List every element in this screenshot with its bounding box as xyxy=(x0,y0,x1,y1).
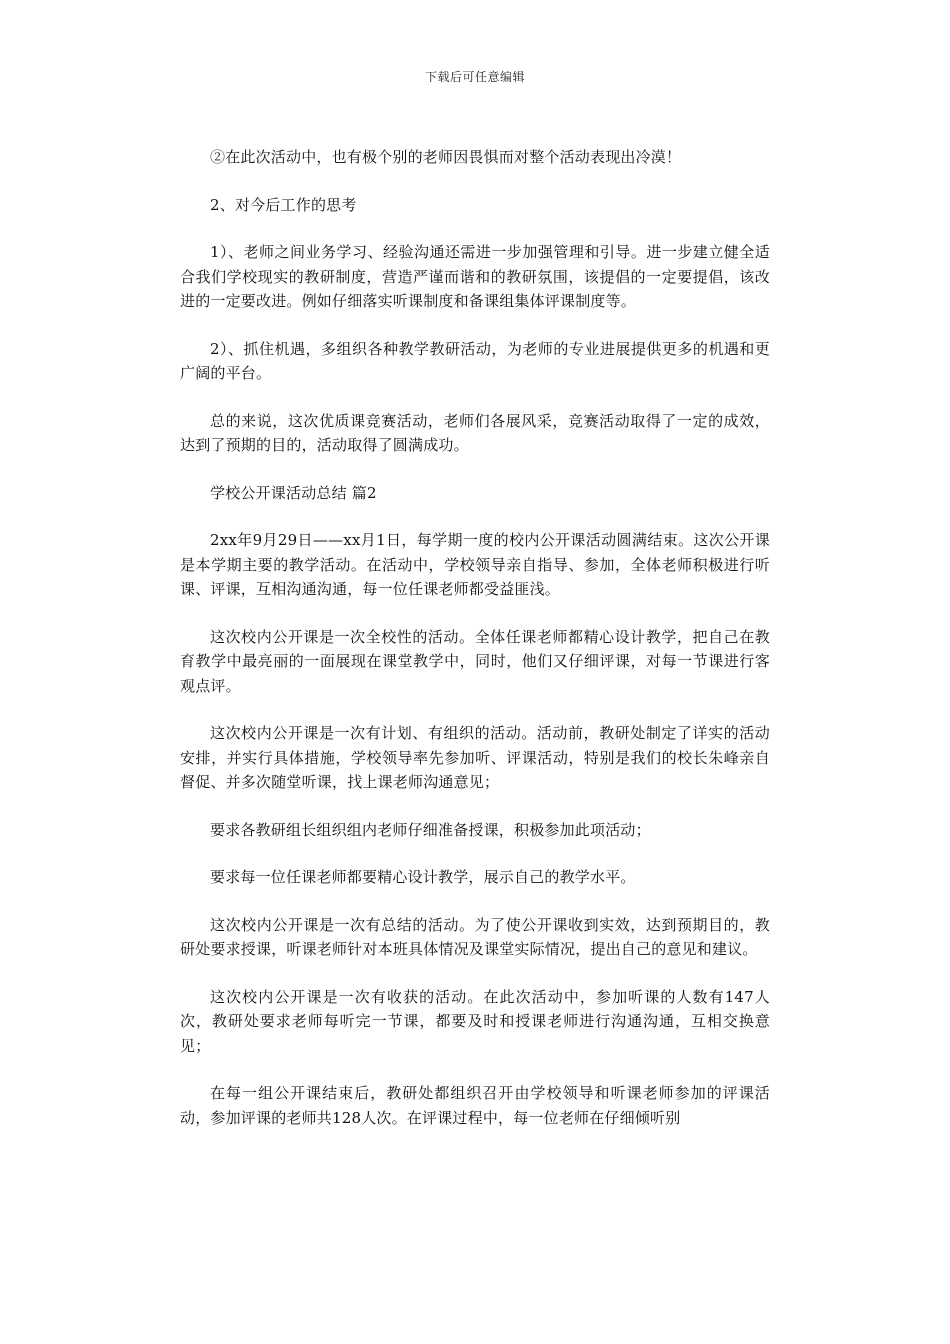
section-heading-part2: 学校公开课活动总结 篇2 xyxy=(210,483,377,502)
paragraph-10: 要求各教研组长组织组内老师仔细准备授课，积极参加此项活动； xyxy=(210,820,651,839)
page-header-watermark: 下载后可任意编辑 xyxy=(424,70,525,84)
paragraph-12: 这次校内公开课是一次有总结的活动。为了使公开课收到实效，达到预期目的，教研处要求授课，听课老师针对本班具体情况及课堂实际情况，提出自己的意见和建议。 xyxy=(180,915,770,958)
paragraph-7: 2xx年9月29日——xx月1日，每学期一度的校内公开课活动圆满结束。这次公开课是本学期主要的教学活动。在活动中，学校领导亲自指导、参加，全体老师积极进行听课、评课，互相沟通沟通，每一位任课老师都受益匪浅。 xyxy=(180,531,770,598)
paragraph-9: 这次校内公开课是一次有计划、有组织的活动。活动前，教研处制定了详实的活动安排，并实行具体措施，学校领导率先参加听、评课活动，特别是我们的校长朱峰亲自督促、并多次随堂听课，找上课老师沟通意见； xyxy=(180,724,770,791)
section-heading-reflection: 2、对今后工作的思考 xyxy=(210,195,357,214)
paragraph-11: 要求每一位任课老师都要精心设计教学，展示自己的教学水平。 xyxy=(210,868,636,886)
paragraph-8: 这次校内公开课是一次全校性的活动。全体任课老师都精心设计教学，把自己在教育教学中最亮丽的一面展现在课堂教学中，同时，他们又仔细评课，对每一节课进行客观点评。 xyxy=(180,627,770,695)
paragraph-14: 在每一组公开课结束后，教研处都组织召开由学校领导和听课老师参加的评课活动，参加评课的老师共128人次。在评课过程中，每一位老师在仔细倾听别 xyxy=(180,1084,770,1127)
paragraph-3: 1）、老师之间业务学习、经验沟通还需进一步加强管理和引导。进一步建立健全适合我们学校现实的教研制度，营造严谨而谐和的教研氛围，该提倡的一定要提倡，该改进的一定要改进。例如仔细落实听课制度和备课组集体评课制度等。 xyxy=(180,243,770,310)
paragraph-5: 总的来说，这次优质课竞赛活动，老师们各展风采，竞赛活动取得了一定的成效，达到了预期的目的，活动取得了圆满成功。 xyxy=(180,411,770,454)
paragraph-4: 2）、抓住机遇，多组织各种教学教研活动，为老师的专业进展提供更多的机遇和更广阔的平台。 xyxy=(180,339,770,382)
paragraph-13: 这次校内公开课是一次有收获的活动。在此次活动中，参加听课的人数有147人次，教研处要求老师每听完一节课，都要及时和授课老师进行沟通沟通，互相交换意见； xyxy=(180,987,770,1055)
document-body xyxy=(180,145,770,1153)
paragraph-1: ②在此次活动中，也有极个别的老师因畏惧而对整个活动表现出冷漠！ xyxy=(210,148,682,166)
